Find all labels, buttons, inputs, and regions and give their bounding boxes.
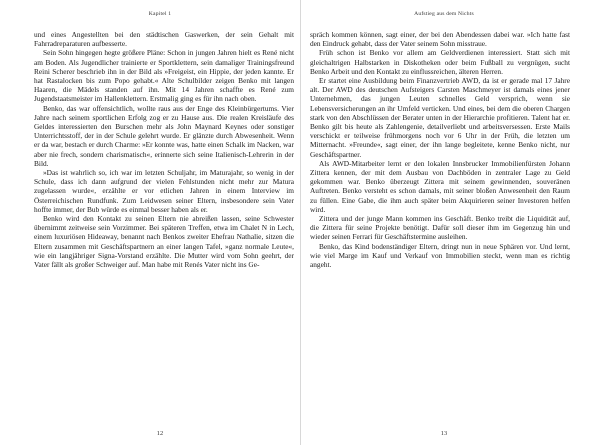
paragraph: »Das ist wahrlich so, ich war im letzten Schuljahr, im Maturajahr, so wenig in der Schule, dass ich dann aufgrund der vielen Fehlstunden nicht mehr zur Matura zugelassen wurde«, erzählte er vor etlichen Jahren in einem Interview im Österreichischen Rundfunk. Zum Leidwesen seiner Eltern, insbesondere sein Vater hoffte immer, der Bub würde es einmal besser haben als er. (34, 168, 294, 214)
paragraph: Sein Sohn hingegen hegte größere Pläne: Schon in jungen Jahren hielt es René nicht am Boden. Als Jugendlicher trainierte er Sportklettern, sein damaliger Trainingsfreund Reini Scherer beschrieb ihn in der Bild als »Freigeist, ein Hippie, der jeden kannte. Er hat Rastalocken bis zum Popo gehabt.« Alte Schulbilder zeigen Benko mit langen Haaren, die Mädels standen auf ihn. Mit 14 Jahren schaffte es René zum Jugendstaatsmeister im Hallenklettern. Erstmalig ging es für ihn nach oben. (34, 48, 294, 104)
book-gutter (300, 0, 301, 445)
paragraph: Er startet eine Ausbildung beim Finanzvertrieb AWD, da ist er gerade mal 17 Jahre alt. Der AWD des deutschen Aufsteigers Carsten Maschmeyer ist damals eines jener Unternehmen, das jungen Leuten schnelles Geld versprich, wenn sie Lebensversicherungen an ihr Umfeld verticken. Und eines, bei dem die oberen Chargen stark von den Abschlüssen der Berater unten in der Hierarchie profitieren. Talent hat er. Benko gilt bis heute als Zahlengenie, detailverliebt und arbeitsversessen. Erste Mails verschickt er teilweise frühmorgens noch vor 6 Uhr in der Früh, die letzten um Mitternacht. »Freunde«, sagt einer, der ihn lange begleitete, kenne Benko nicht, nur Geschäftspartner. (310, 76, 570, 159)
page-number: 12 (156, 430, 164, 437)
running-head: Aufstieg aus dem Nichts (414, 11, 474, 17)
paragraph: Zittera und der junge Mann kommen ins Geschäft. Benko treibt die Liquidität auf, die Zittera für seine Projekte benötigt. Dafür soll dieser ihm im Gegenzug hin und wieder seinen Ferrari für Geschäftstermine ausleihen. (310, 214, 570, 242)
paragraph: Benko, das Kind bodenständiger Eltern, dringt nun in neue Sphären vor. Und lernt, wie viel Marge im Kauf und Verkauf von Immobilien steckt, wenn man es richtig angeht. (310, 241, 570, 270)
right-page (304, 0, 584, 445)
left-page (20, 0, 300, 445)
page-number: 13 (440, 430, 448, 437)
paragraph: Benko, das war offensichtlich, wollte raus aus der Enge des Kleinbürgertums. Vier Jahre nach seinem sportlichen Erfolg zog er zu Hause aus. Die realen Kreisläufe des Geldes interessierten den Burschen mehr als John Maynard Keynes oder sonstiger Unterrichtsstoff, der in der Schule gelehrt wurde. Er glänzte durch Abwesenheit. Wenn er da war, bestach er durch Charme: »Er konnte was, hatte einen Schalk im Nacken, war aber nie frech, sondern charismatisch«, erinnerte sich seine Italienisch-Lehrerin in der Bild. (34, 103, 294, 168)
paragraph: Früh schon ist Benko vor allem am Geldverdienen interessiert. Statt sich mit gleichaltrigen Halbstarken in Diskotheken oder beim Fußball zu vergnügen, sucht Benko Arbeit und den Kontakt zu einflussreichen, älteren Herren. (310, 48, 570, 76)
paragraph: spräch kommen können, sagt einer, der bei den Abendessen dabei war. »Ich hatte fast den Eindruck gehabt, dass der Vater seinem Sohn misstraue. (310, 30, 570, 49)
paragraph: Als AWD-Mitarbeiter lernt er den lokalen Innsbrucker Immobilienfürsten Johann Zittera kennen, der mit dem Ausbau von Dachböden in zentraler Lage zu Geld gekommen war. Benko überzeugt Zittera mit seinem gewinnenden, souveränen Auftreten. Benko versteht es schon damals, mit seiner bloßen Anwesenheit den Raum zu füllen. Eine Gabe, die ihm auch später beim Akquirieren seiner Investoren helfen wird. (310, 158, 570, 214)
paragraph: und eines Angestellten bei den städtischen Gaswerken, der sein Gehalt mit Fahrradreparaturen aufbesserte. (34, 30, 294, 49)
paragraph: Benko wird den Kontakt zu seinen Eltern nie abreißen lassen, seine Schwester übernimmt zeitweise sein Vorzimmer. Bei späteren Treffen, etwa im Chalet N in Lech, einem luxuriösen Hideaway, benannt nach Benkos zweiter Ehefrau Nathalie, sitzen die Eltern zusammen mit Geschäftspartnern an einer langen Tafel, »ganz normale Leute«, wie ein langjähriger Signa-Vorstand erzählte. Die Mutter wird vom Sohn geehrt, der Vater fällt als großer Schweiger auf. Man habe mit Renés Vater nicht ins Ge- (34, 214, 294, 270)
page-text (34, 30, 294, 269)
page-text (310, 30, 570, 269)
running-head: Kapitel 1 (148, 11, 172, 17)
